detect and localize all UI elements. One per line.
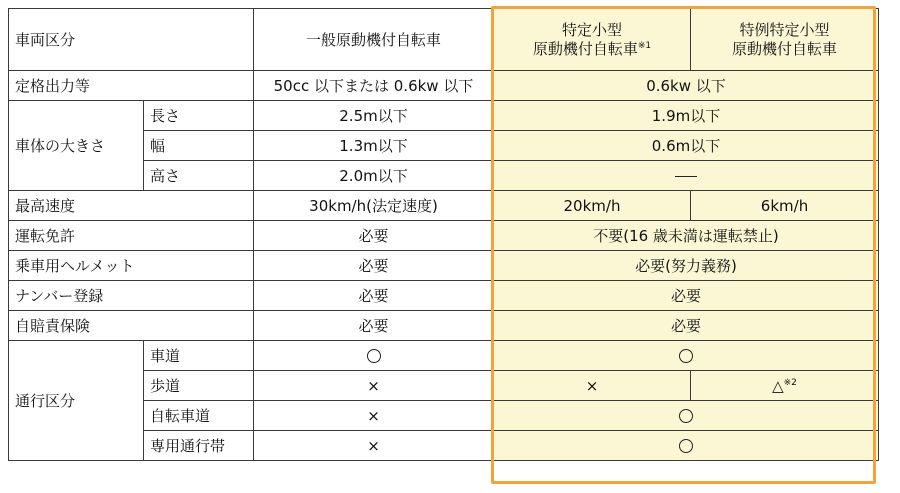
cell-specific-circle <box>494 431 879 461</box>
row-label: 運転免許 <box>9 221 254 251</box>
circle-mark <box>367 349 381 363</box>
cell-general: 2.5m以下 <box>254 101 494 131</box>
sub-label: 長さ <box>144 101 254 131</box>
cell-specific: 必要 <box>494 311 879 341</box>
row-label-traffic: 通行区分 <box>9 341 144 461</box>
header-specific-line2: 原動機付自転車 <box>532 39 638 58</box>
row-label: 自賠責保険 <box>9 311 254 341</box>
sub-label: 高さ <box>144 161 254 191</box>
row-plate <box>9 281 879 311</box>
note-1-mark: ※1 <box>637 40 652 51</box>
sub-label: 自転車道 <box>144 401 254 431</box>
header-row <box>9 9 879 71</box>
cell-specific-circle <box>494 341 879 371</box>
cell-general: 必要 <box>254 281 494 311</box>
cell-specific: 20km/h <box>494 191 691 221</box>
note-2-mark: ※2 <box>783 377 797 388</box>
cell-special: 6km/h <box>691 191 879 221</box>
header-general: 一般原動機付自転車 <box>254 9 494 71</box>
row-label-size: 車体の大きさ <box>9 101 144 191</box>
cell-general: 必要 <box>254 251 494 281</box>
header-special <box>691 9 879 71</box>
row-label: 定格出力等 <box>9 71 254 101</box>
header-category: 車両区分 <box>9 9 254 71</box>
cell-special <box>691 371 879 401</box>
cell-specific: 0.6kw 以下 <box>494 71 879 101</box>
cell-general: 2.0m以下 <box>254 161 494 191</box>
row-helmet <box>9 251 879 281</box>
circle-mark <box>679 439 693 453</box>
comparison-table <box>8 8 879 461</box>
row-label: ナンバー登録 <box>9 281 254 311</box>
cell-specific: 必要 <box>494 281 879 311</box>
cell-specific: × <box>494 371 691 401</box>
row-length <box>9 101 879 131</box>
sub-label: 幅 <box>144 131 254 161</box>
header-special-line1: 特例特定小型 <box>739 20 830 39</box>
cell-general: 必要 <box>254 221 494 251</box>
header-specific <box>494 9 691 71</box>
cell-specific: 0.6m以下 <box>494 131 879 161</box>
circle-mark <box>679 409 693 423</box>
row-roadway <box>9 341 879 371</box>
cell-general-circle <box>254 341 494 371</box>
sub-label: 専用通行帯 <box>144 431 254 461</box>
row-license <box>9 221 879 251</box>
cell-general: × <box>254 371 494 401</box>
row-speed <box>9 191 879 221</box>
dash-mark <box>675 176 697 177</box>
circle-mark <box>679 349 693 363</box>
cell-general: 必要 <box>254 311 494 341</box>
cell-general: 1.3m以下 <box>254 131 494 161</box>
sub-label: 歩道 <box>144 371 254 401</box>
cell-specific: 1.9m以下 <box>494 101 879 131</box>
cell-specific-dash <box>494 161 879 191</box>
triangle-mark: △ <box>772 376 784 395</box>
cell-general: × <box>254 431 494 461</box>
header-special-line2: 原動機付自転車 <box>731 39 837 58</box>
row-insurance <box>9 311 879 341</box>
cell-specific: 必要(努力義務) <box>494 251 879 281</box>
cell-general: 50cc 以下または 0.6kw 以下 <box>254 71 494 101</box>
row-label: 最高速度 <box>9 191 254 221</box>
cell-specific-circle <box>494 401 879 431</box>
cell-general: 30km/h(法定速度) <box>254 191 494 221</box>
cell-general: × <box>254 401 494 431</box>
row-output <box>9 71 879 101</box>
cell-specific: 不要(16 歳未満は運転禁止) <box>494 221 879 251</box>
row-label: 乗車用ヘルメット <box>9 251 254 281</box>
sub-label: 車道 <box>144 341 254 371</box>
header-specific-line1: 特定小型 <box>561 20 622 39</box>
